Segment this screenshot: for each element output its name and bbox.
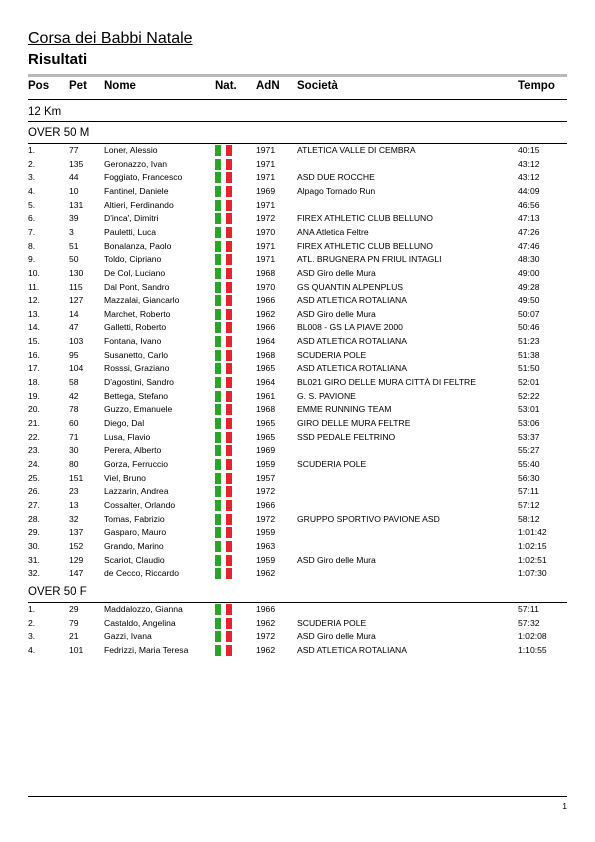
birth-year: 1972	[256, 513, 276, 524]
result-position: 2.	[28, 158, 36, 169]
birth-year: 1971	[256, 199, 276, 210]
table-row	[28, 485, 567, 499]
table-row	[28, 630, 567, 644]
birth-year: 1968	[256, 404, 276, 415]
result-position: 23.	[28, 445, 40, 456]
italy-flag-icon	[215, 391, 232, 402]
result-position: 15.	[28, 336, 40, 347]
table-row	[28, 158, 567, 172]
birth-year: 1965	[256, 431, 276, 442]
italy-flag-icon	[215, 241, 232, 252]
athlete-name: Toldo, Cipriano	[104, 254, 162, 265]
result-position: 18.	[28, 377, 40, 388]
athlete-name: de Cecco, Riccardo	[104, 568, 179, 579]
column-header-pos: Pos	[28, 80, 50, 92]
society-name: FIREX ATHLETIC CLUB BELLUNO	[297, 213, 433, 224]
bib-number: 21	[69, 631, 79, 642]
italy-flag-icon	[215, 527, 232, 538]
finish-time: 1:07:30	[518, 568, 547, 579]
table-row	[28, 403, 567, 417]
bib-number: 79	[69, 617, 79, 628]
athlete-name: Scariot, Claudio	[104, 554, 165, 565]
column-header-pet: Pet	[69, 80, 87, 92]
finish-time: 47:46	[518, 240, 540, 251]
finish-time: 48:30	[518, 254, 540, 265]
bib-number: 78	[69, 404, 79, 415]
column-header-time: Tempo	[518, 80, 555, 92]
athlete-name: Fedrizzi, Maria Teresa	[104, 644, 189, 655]
results-page	[28, 0, 567, 842]
result-position: 29.	[28, 527, 40, 538]
table-row	[28, 417, 567, 431]
bib-number: 13	[69, 499, 79, 510]
finish-time: 51:50	[518, 363, 540, 374]
birth-year: 1957	[256, 472, 276, 483]
finish-time: 40:15	[518, 145, 540, 155]
italy-flag-icon	[215, 473, 232, 484]
bib-number: 30	[69, 445, 79, 456]
finish-time: 53:01	[518, 404, 540, 415]
category-label: OVER 50 M	[28, 127, 90, 139]
page-number: 1	[562, 801, 567, 811]
italy-flag-icon	[215, 336, 232, 347]
birth-year: 1961	[256, 390, 276, 401]
table-row	[28, 335, 567, 349]
header-divider	[28, 99, 567, 100]
birth-year: 1965	[256, 418, 276, 428]
result-position: 7.	[28, 226, 36, 237]
finish-time: 57:11	[518, 604, 539, 614]
birth-year: 1959	[256, 527, 276, 538]
athlete-name: Castaldo, Angelina	[104, 617, 176, 628]
result-position: 3.	[28, 631, 36, 642]
society-name: ASD ATLETICA ROTALIANA	[297, 363, 407, 374]
finish-time: 57:11	[518, 486, 539, 497]
result-position: 4.	[28, 644, 36, 655]
athlete-name: Mazzalai, Giancarlo	[104, 295, 180, 306]
result-position: 13.	[28, 308, 40, 319]
result-position: 28.	[28, 513, 40, 524]
result-position: 32.	[28, 568, 40, 579]
athlete-name: Viel, Bruno	[104, 472, 146, 483]
finish-time: 58:12	[518, 513, 540, 524]
birth-year: 1962	[256, 617, 276, 628]
table-row	[28, 431, 567, 445]
athlete-name: Tomas, Fabrizio	[104, 513, 165, 524]
birth-year: 1969	[256, 445, 276, 456]
bib-number: 77	[69, 145, 79, 155]
birth-year: 1963	[256, 540, 276, 551]
italy-flag-icon	[215, 309, 232, 320]
result-position: 8.	[28, 240, 36, 251]
athlete-name: Bettega, Stefano	[104, 390, 169, 401]
athlete-name: D'inca', Dimitri	[104, 213, 159, 224]
table-row	[28, 458, 567, 472]
italy-flag-icon	[215, 295, 232, 306]
birth-year: 1965	[256, 363, 276, 374]
finish-time: 49:28	[518, 281, 540, 292]
finish-time: 57:12	[518, 499, 540, 510]
society-name: EMME RUNNING TEAM	[297, 404, 392, 415]
table-header	[28, 80, 567, 98]
result-position: 22.	[28, 431, 40, 442]
italy-flag-icon	[215, 500, 232, 511]
society-name: ASD Giro delle Mura	[297, 631, 376, 642]
table-row	[28, 349, 567, 363]
birth-year: 1966	[256, 499, 276, 510]
society-name: ASD Giro delle Mura	[297, 554, 376, 565]
page-subtitle: Risultati	[28, 51, 88, 68]
result-position: 9.	[28, 254, 36, 265]
result-position: 1.	[28, 145, 36, 155]
bib-number: 60	[69, 418, 79, 428]
birth-year: 1972	[256, 486, 276, 497]
birth-year: 1970	[256, 281, 276, 292]
bib-number: 104	[69, 363, 84, 374]
table-row	[28, 362, 567, 376]
athlete-name: De Col, Luciano	[104, 267, 166, 278]
italy-flag-icon	[215, 604, 232, 615]
result-position: 25.	[28, 472, 40, 483]
italy-flag-icon	[215, 445, 232, 456]
footer-divider	[28, 796, 567, 797]
column-header-birth-year: AdN	[256, 80, 280, 92]
result-position: 21.	[28, 418, 40, 428]
athlete-name: Marchet, Roberto	[104, 308, 171, 319]
bib-number: 130	[69, 267, 84, 278]
birth-year: 1972	[256, 631, 276, 642]
finish-time: 47:13	[518, 213, 540, 224]
table-row	[28, 376, 567, 390]
bib-number: 51	[69, 240, 79, 251]
result-position: 30.	[28, 540, 40, 551]
italy-flag-icon	[215, 568, 232, 579]
result-position: 1.	[28, 604, 36, 614]
birth-year: 1964	[256, 377, 276, 388]
table-row	[28, 321, 567, 335]
bib-number: 129	[69, 554, 84, 565]
society-name: ATL. BRUGNERA PN FRIUL INTAGLI	[297, 254, 442, 265]
italy-flag-icon	[215, 631, 232, 642]
table-row	[28, 567, 567, 581]
finish-time: 51:38	[518, 349, 540, 360]
athlete-name: Gasparo, Mauro	[104, 527, 167, 538]
table-row	[28, 294, 567, 308]
society-name: BL021 GIRO DELLE MURA CITTÀ DI FELTRE	[297, 377, 476, 388]
bib-number: 29	[69, 604, 79, 614]
finish-time: 47:26	[518, 226, 540, 237]
column-header-society: Società	[297, 80, 338, 92]
table-row	[28, 513, 567, 527]
table-row	[28, 444, 567, 458]
finish-time: 56:30	[518, 472, 540, 483]
society-name: BL008 - GS LA PIAVE 2000	[297, 322, 403, 333]
result-position: 31.	[28, 554, 40, 565]
athlete-name: Altieri, Ferdinando	[104, 199, 174, 210]
birth-year: 1971	[256, 158, 276, 169]
result-position: 10.	[28, 267, 40, 278]
distance-label: 12 Km	[28, 106, 62, 118]
birth-year: 1971	[256, 240, 276, 251]
society-name: GS QUANTIN ALPENPLUS	[297, 281, 404, 292]
birth-year: 1968	[256, 267, 276, 278]
result-position: 14.	[28, 322, 40, 333]
italy-flag-icon	[215, 322, 232, 333]
italy-flag-icon	[215, 254, 232, 265]
italy-flag-icon	[215, 418, 232, 429]
result-position: 6.	[28, 213, 36, 224]
athlete-name: Fantinel, Daniele	[104, 185, 169, 196]
italy-flag-icon	[215, 227, 232, 238]
table-row	[28, 554, 567, 568]
society-name: SCUDERIA POLE	[297, 349, 367, 360]
athlete-name: Dal Pont, Sandro	[104, 281, 170, 292]
finish-time: 55:27	[518, 445, 540, 456]
table-row	[28, 472, 567, 486]
result-position: 24.	[28, 458, 40, 469]
bib-number: 47	[69, 322, 79, 333]
bib-number: 151	[69, 472, 84, 483]
society-name: ASD DUE ROCCHE	[297, 172, 375, 183]
table-row	[28, 240, 567, 254]
finish-time: 52:22	[518, 390, 540, 401]
italy-flag-icon	[215, 645, 232, 656]
table-row	[28, 267, 567, 281]
bib-number: 50	[69, 254, 79, 265]
italy-flag-icon	[215, 363, 232, 374]
athlete-name: Cossalter, Orlando	[104, 499, 176, 510]
italy-flag-icon	[215, 159, 232, 170]
bib-number: 23	[69, 486, 79, 497]
title-divider	[28, 74, 567, 77]
society-name: ASD ATLETICA ROTALIANA	[297, 295, 407, 306]
athlete-name: Maddalozzo, Gianna	[104, 604, 183, 614]
birth-year: 1971	[256, 172, 276, 183]
finish-time: 50:46	[518, 322, 540, 333]
bib-number: 131	[69, 199, 84, 210]
column-header-name: Nome	[104, 80, 136, 92]
table-row	[28, 199, 567, 213]
society-name: GIRO DELLE MURA FELTRE	[297, 418, 411, 428]
italy-flag-icon	[215, 404, 232, 415]
birth-year: 1971	[256, 254, 276, 265]
athlete-name: Foggiato, Francesco	[104, 172, 183, 183]
bib-number: 127	[69, 295, 84, 306]
society-name: ASD ATLETICA ROTALIANA	[297, 644, 407, 655]
finish-time: 1:01:42	[518, 527, 547, 538]
birth-year: 1971	[256, 145, 276, 155]
table-row	[28, 226, 567, 240]
table-row	[28, 281, 567, 295]
table-row	[28, 617, 567, 631]
society-name: ATLETICA VALLE DI CEMBRA	[297, 145, 416, 155]
italy-flag-icon	[215, 618, 232, 629]
bib-number: 135	[69, 158, 84, 169]
finish-time: 53:37	[518, 431, 540, 442]
bib-number: 42	[69, 390, 79, 401]
society-name: ASD Giro delle Mura	[297, 308, 376, 319]
society-name: G. S. PAVIONE	[297, 390, 356, 401]
athlete-name: Bonalanza, Paolo	[104, 240, 172, 251]
athlete-name: Loner, Alessio	[104, 145, 158, 155]
distance-divider	[28, 121, 567, 122]
bib-number: 115	[69, 281, 83, 292]
birth-year: 1968	[256, 349, 276, 360]
birth-year: 1962	[256, 568, 276, 579]
italy-flag-icon	[215, 282, 232, 293]
italy-flag-icon	[215, 172, 232, 183]
table-row	[28, 253, 567, 267]
italy-flag-icon	[215, 213, 232, 224]
finish-time: 55:40	[518, 458, 540, 469]
table-row	[28, 390, 567, 404]
table-row	[28, 144, 567, 158]
birth-year: 1962	[256, 644, 276, 655]
italy-flag-icon	[215, 514, 232, 525]
result-position: 5.	[28, 199, 36, 210]
society-name: ANA Atletica Feltre	[297, 226, 369, 237]
italy-flag-icon	[215, 350, 232, 361]
finish-time: 53:06	[518, 418, 540, 428]
category-label: OVER 50 F	[28, 586, 87, 598]
birth-year: 1962	[256, 308, 276, 319]
athlete-name: Diego, Dal	[104, 418, 145, 428]
birth-year: 1966	[256, 322, 276, 333]
result-position: 17.	[28, 363, 40, 374]
bib-number: 71	[69, 431, 79, 442]
result-position: 11.	[28, 281, 40, 292]
society-name: ASD Giro delle Mura	[297, 267, 376, 278]
bib-number: 95	[69, 349, 79, 360]
birth-year: 1966	[256, 295, 276, 306]
italy-flag-icon	[215, 186, 232, 197]
society-name: SCUDERIA POLE	[297, 617, 367, 628]
table-row	[28, 212, 567, 226]
italy-flag-icon	[215, 459, 232, 470]
athlete-name: Geronazzo, Ivan	[104, 158, 168, 169]
finish-time: 43:12	[518, 172, 540, 183]
bib-number: 3	[69, 226, 74, 237]
athlete-name: Gorza, Ferruccio	[104, 458, 168, 469]
italy-flag-icon	[215, 377, 232, 388]
finish-time: 1:10:55	[518, 644, 547, 655]
birth-year: 1970	[256, 226, 276, 237]
italy-flag-icon	[215, 555, 232, 566]
athlete-name: Guzzo, Emanuele	[104, 404, 173, 415]
bib-number: 103	[69, 336, 84, 347]
italy-flag-icon	[215, 486, 232, 497]
athlete-name: Lusa, Flavio	[104, 431, 151, 442]
finish-time: 57:32	[518, 617, 540, 628]
athlete-name: Perera, Alberto	[104, 445, 162, 456]
society-name: ASD ATLETICA ROTALIANA	[297, 336, 407, 347]
finish-time: 52:01	[518, 377, 540, 388]
bib-number: 147	[69, 568, 84, 579]
result-position: 26.	[28, 486, 40, 497]
result-position: 20.	[28, 404, 40, 415]
italy-flag-icon	[215, 145, 232, 156]
finish-time: 49:50	[518, 295, 540, 306]
athlete-name: Galletti, Roberto	[104, 322, 167, 333]
bib-number: 10	[69, 185, 79, 196]
bib-number: 14	[69, 308, 79, 319]
finish-time: 46:56	[518, 199, 540, 210]
result-position: 12.	[28, 295, 40, 306]
athlete-name: Fontana, Ivano	[104, 336, 162, 347]
result-position: 27.	[28, 499, 40, 510]
athlete-name: Pauletti, Luca	[104, 226, 157, 237]
finish-time: 1:02:51	[518, 554, 547, 565]
page-title: Corsa dei Babbi Natale	[28, 30, 193, 47]
society-name: SSD PEDALE FELTRINO	[297, 431, 396, 442]
result-position: 2.	[28, 617, 36, 628]
result-position: 3.	[28, 172, 36, 183]
table-row	[28, 171, 567, 185]
italy-flag-icon	[215, 432, 232, 443]
birth-year: 1969	[256, 185, 276, 196]
finish-time: 51:23	[518, 336, 540, 347]
birth-year: 1959	[256, 458, 276, 469]
table-row	[28, 526, 567, 540]
bib-number: 137	[69, 527, 84, 538]
italy-flag-icon	[215, 200, 232, 211]
column-header-nationality: Nat.	[215, 80, 237, 92]
table-row	[28, 499, 567, 513]
athlete-name: Lazzarin, Andrea	[104, 486, 169, 497]
birth-year: 1966	[256, 604, 276, 614]
table-row	[28, 185, 567, 199]
bib-number: 152	[69, 540, 84, 551]
bib-number: 44	[69, 172, 79, 183]
bib-number: 101	[69, 644, 84, 655]
athlete-name: Susanetto, Carlo	[104, 349, 169, 360]
athlete-name: Grando, Marino	[104, 540, 164, 551]
society-name: Alpago Tornado Run	[297, 185, 376, 196]
athlete-name: Rosssi, Graziano	[104, 363, 170, 374]
finish-time: 49:00	[518, 267, 540, 278]
finish-time: 43:12	[518, 158, 540, 169]
table-row	[28, 540, 567, 554]
finish-time: 50:07	[518, 308, 540, 319]
table-row	[28, 308, 567, 322]
birth-year: 1972	[256, 213, 276, 224]
athlete-name: D'agostini, Sandro	[104, 377, 174, 388]
athlete-name: Gazzi, Ivana	[104, 631, 152, 642]
birth-year: 1959	[256, 554, 276, 565]
society-name: GRUPPO SPORTIVO PAVIONE ASD	[297, 513, 440, 524]
birth-year: 1964	[256, 336, 276, 347]
result-position: 16.	[28, 349, 40, 360]
result-position: 4.	[28, 185, 36, 196]
table-row	[28, 644, 567, 658]
society-name: FIREX ATHLETIC CLUB BELLUNO	[297, 240, 433, 251]
bib-number: 39	[69, 213, 79, 224]
society-name: SCUDERIA POLE	[297, 458, 367, 469]
bib-number: 80	[69, 458, 79, 469]
italy-flag-icon	[215, 541, 232, 552]
finish-time: 44:09	[518, 185, 540, 196]
bib-number: 58	[69, 377, 79, 388]
result-position: 19.	[28, 390, 40, 401]
finish-time: 1:02:15	[518, 540, 547, 551]
finish-time: 1:02:08	[518, 631, 547, 642]
italy-flag-icon	[215, 268, 232, 279]
bib-number: 32	[69, 513, 79, 524]
table-row	[28, 603, 567, 617]
